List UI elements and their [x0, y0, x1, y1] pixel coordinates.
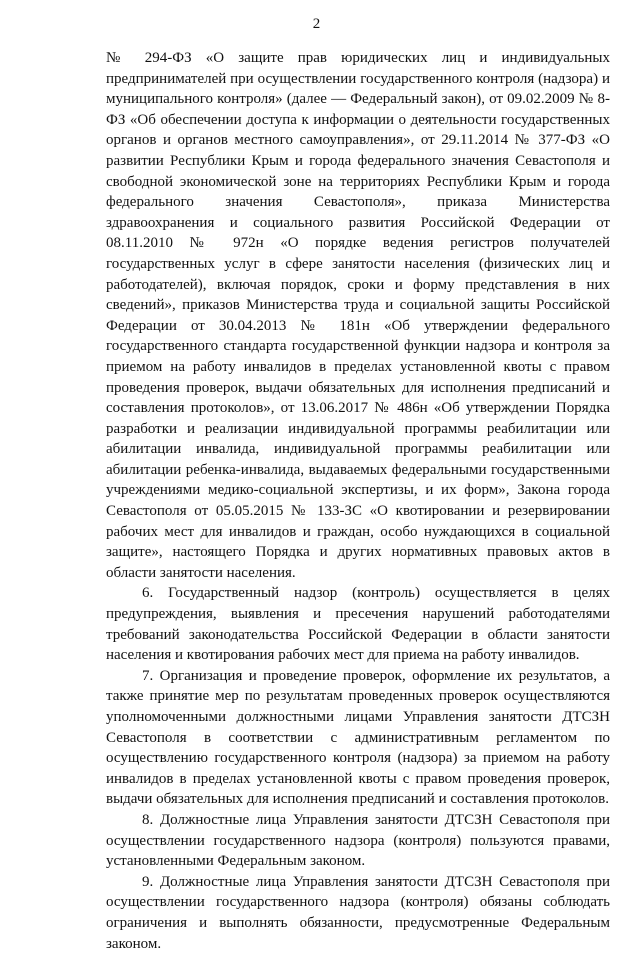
paragraph-item-7: 7. Организация и проведение проверок, оформление их результатов, а также принятие мер по результатам проведенных проверок осуществляются уполномоченными должностными лицами Управления занятости ДТСЗН Севастополя в соответствии с административным регламентом по осуществлению государственного контроля (надзора) за приемом на работу инвалидов в пределах установленной квоты с правом проведения проверок, выдачи обязательных для исполнения предписаний и составления протоколов.: [106, 667, 610, 808]
paragraph-item-6: 6. Государственный надзор (контроль) осуществляется в целях предупреждения, выявления и пресечения нарушений работодателями требований законодательства Российской Федерации в области занятости населения и квотирования рабочих мест для приема на работу инвалидов.: [106, 585, 610, 664]
paragraph-item-9: 9. Должностные лица Управления занятости ДТСЗН Севастополя при осуществлении государственного надзора (контроля) обязаны соблюдать ограничения и выполнять обязанности, предусмотренные Федеральным законом.: [106, 873, 610, 952]
document-body: [106, 48, 610, 954]
paragraph-continuation: № 294-ФЗ «О защите прав юридических лиц и индивидуальных предпринимателей при осуществлении государственного контроля (надзора) и муниципального контроля» (далее — Федеральный закон), от 09.02.2009 № 8-ФЗ «Об обеспечении доступа к информации о деятельности государственных органов и органов местного самоуправления», от 29.11.2014 № 377-ФЗ «О развитии Республики Крым и города федерального значения Севастополя и свободной экономической зоне на территориях Республики Крым и города федерального значения Севастополя», приказа Министерства здравоохранения и социального развития Российской Федерации от 08.11.2010 № 972н «О порядке ведения регистров получателей государственных услуг в сфере занятости населения (физических лиц и работодателей), включая порядок, сроки и форму представления в них сведений», приказов Министерства труда и социальной защиты Российской Федерации от 30.04.2013 № 181н «Об утверждении федерального государственного стандарта государственной функции надзора и контроля за приемом на работу инвалидов в пределах установленной квоты с правом проведения проверок, выдачи обязательных для исполнения предписаний и составления протоколов», от 13.06.2017 № 486н «Об утверждении Порядка разработки и реализации индивидуальной программы реабилитации или абилитации инвалида, индивидуальной программы реабилитации или абилитации ребенка-инвалида, выдаваемых федеральными государственными учреждениями медико-социальной экспертизы, и их форм», Закона города Севастополя от 05.05.2015 № 133-ЗС «О квотировании и резервировании рабочих мест для инвалидов и граждан, особо нуждающихся в социальной защите», настоящего Порядка и других нормативных правовых актов в области занятости населения.: [106, 50, 610, 581]
page-number: 2: [312, 16, 321, 32]
paragraph-item-8: 8. Должностные лица Управления занятости ДТСЗН Севастополя при осуществлении государственного надзора (контроля) пользуются правами, установленными Федеральным законом.: [106, 811, 610, 870]
